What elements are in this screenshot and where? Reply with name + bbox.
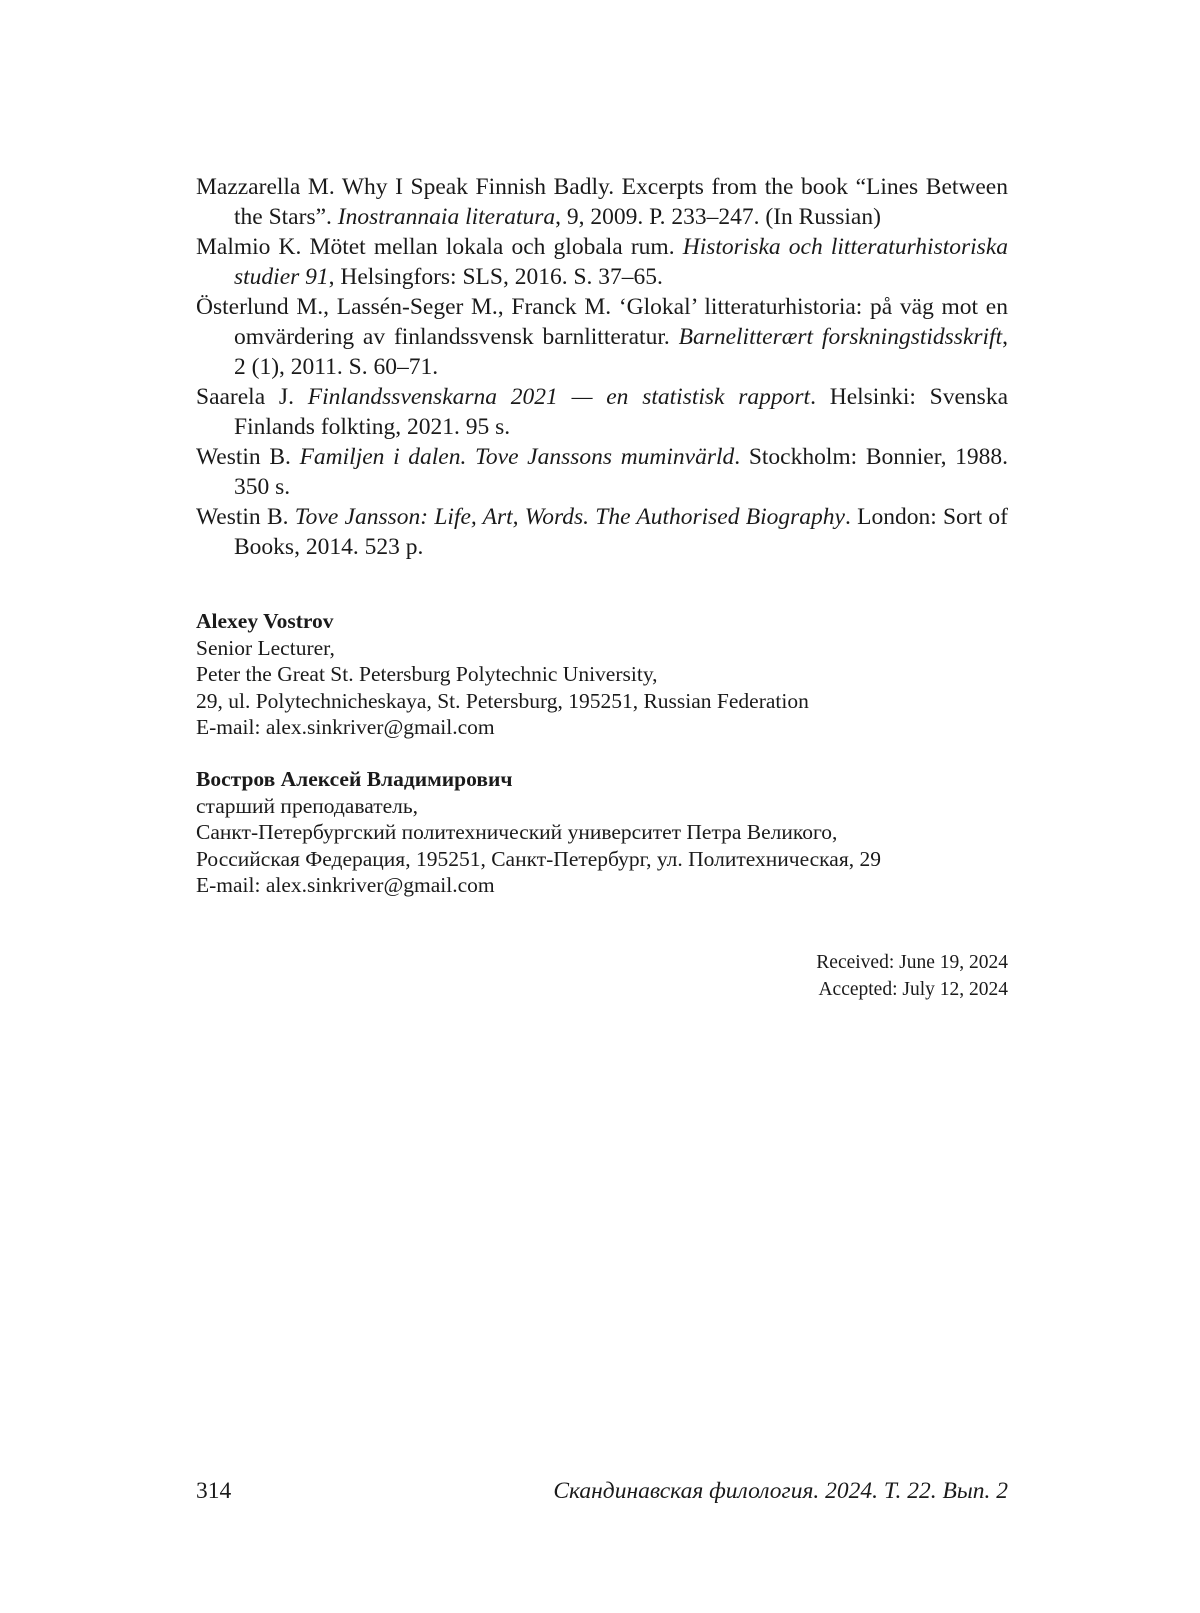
author-email: E-mail: alex.sinkriver@gmail.com bbox=[196, 873, 495, 897]
reference-item bbox=[196, 382, 1008, 442]
reference-details: . London: Sort of Books, 2014. 523 p. bbox=[234, 504, 1008, 560]
reference-author: Westin B. bbox=[196, 504, 295, 530]
author-address: 29, ul. Polytechnicheskaya, St. Petersburg, 195251, Russian Federation bbox=[196, 688, 809, 713]
reference-author: Österlund M., Lassén-Seger M., Franck M. bbox=[196, 294, 619, 320]
reference-title: Why I Speak Finnish Badly. Excerpts from the book “Lines Between the Stars”. bbox=[234, 174, 1008, 230]
accepted-date: Accepted: July 12, 2024 bbox=[818, 978, 1008, 1000]
author-email: E-mail: alex.sinkriver@gmail.com bbox=[196, 715, 495, 739]
reference-source: Tove Jansson: Life, Art, Words. The Authorised Biography bbox=[294, 504, 845, 530]
reference-item bbox=[196, 292, 1008, 382]
author-position: старший преподаватель, bbox=[196, 793, 419, 818]
reference-source: Inostrannaia literatura bbox=[337, 204, 556, 230]
reference-author: Malmio K. bbox=[196, 234, 310, 260]
reference-source: Familjen i dalen. Tove Janssons muminvärld bbox=[299, 444, 735, 470]
author-info-russian bbox=[196, 766, 1008, 899]
reference-item bbox=[196, 502, 1008, 562]
reference-item bbox=[196, 442, 1008, 502]
reference-item bbox=[196, 232, 1008, 292]
reference-title: Mötet mellan lokala och globala rum. bbox=[309, 234, 683, 260]
page-number: 314 bbox=[196, 1478, 232, 1504]
received-date: Received: June 19, 2024 bbox=[816, 952, 1008, 973]
reference-source: Finlandssvenskarna 2021 — en statistisk rapport bbox=[307, 384, 811, 410]
author-affiliation: Санкт-Петербургский политехнический университет Петра Великого, bbox=[196, 820, 838, 844]
reference-details: . Stockholm: Bonnier, 1988. 350 s. bbox=[234, 444, 1009, 500]
journal-reference: Скандинавская филология. 2024. Т. 22. Вып. 2 bbox=[553, 1478, 1008, 1504]
reference-details: , Helsingfors: SLS, 2016. S. 37–65. bbox=[328, 264, 663, 290]
reference-author: Mazzarella M. bbox=[196, 174, 342, 200]
reference-details: , 2 (1), 2011. S. 60–71. bbox=[234, 324, 1008, 380]
author-info-english bbox=[196, 608, 1008, 741]
reference-author: Westin B. bbox=[196, 444, 300, 470]
reference-author: Saarela J. bbox=[196, 384, 308, 410]
author-address: Российская Федерация, 195251, Санкт-Петербург, ул. Политехническая, 29 bbox=[196, 846, 881, 871]
reference-details: , 9, 2009. P. 233–247. (In Russian) bbox=[555, 204, 881, 230]
author-name: Востров Алексей Владимирович bbox=[196, 767, 513, 791]
submission-dates bbox=[600, 950, 1008, 1003]
author-position: Senior Lecturer, bbox=[196, 635, 335, 660]
reference-source: Historiska och litteraturhistoriska studier 91 bbox=[234, 234, 1008, 290]
reference-details: . Helsinki: Svenska Finlands folkting, 2021. 95 s. bbox=[234, 384, 1008, 440]
reference-source: Barnelitterært forskningstidsskrift bbox=[678, 324, 1003, 350]
reference-item bbox=[196, 172, 1008, 232]
author-affiliation: Peter the Great St. Petersburg Polytechnic University, bbox=[196, 662, 658, 686]
author-name: Alexey Vostrov bbox=[196, 609, 334, 633]
reference-list bbox=[196, 172, 1008, 562]
reference-title: ‘Glokal’ litteraturhistoria: på väg mot en omvärdering av finlandssvensk barnlitteratur. bbox=[234, 294, 1008, 350]
